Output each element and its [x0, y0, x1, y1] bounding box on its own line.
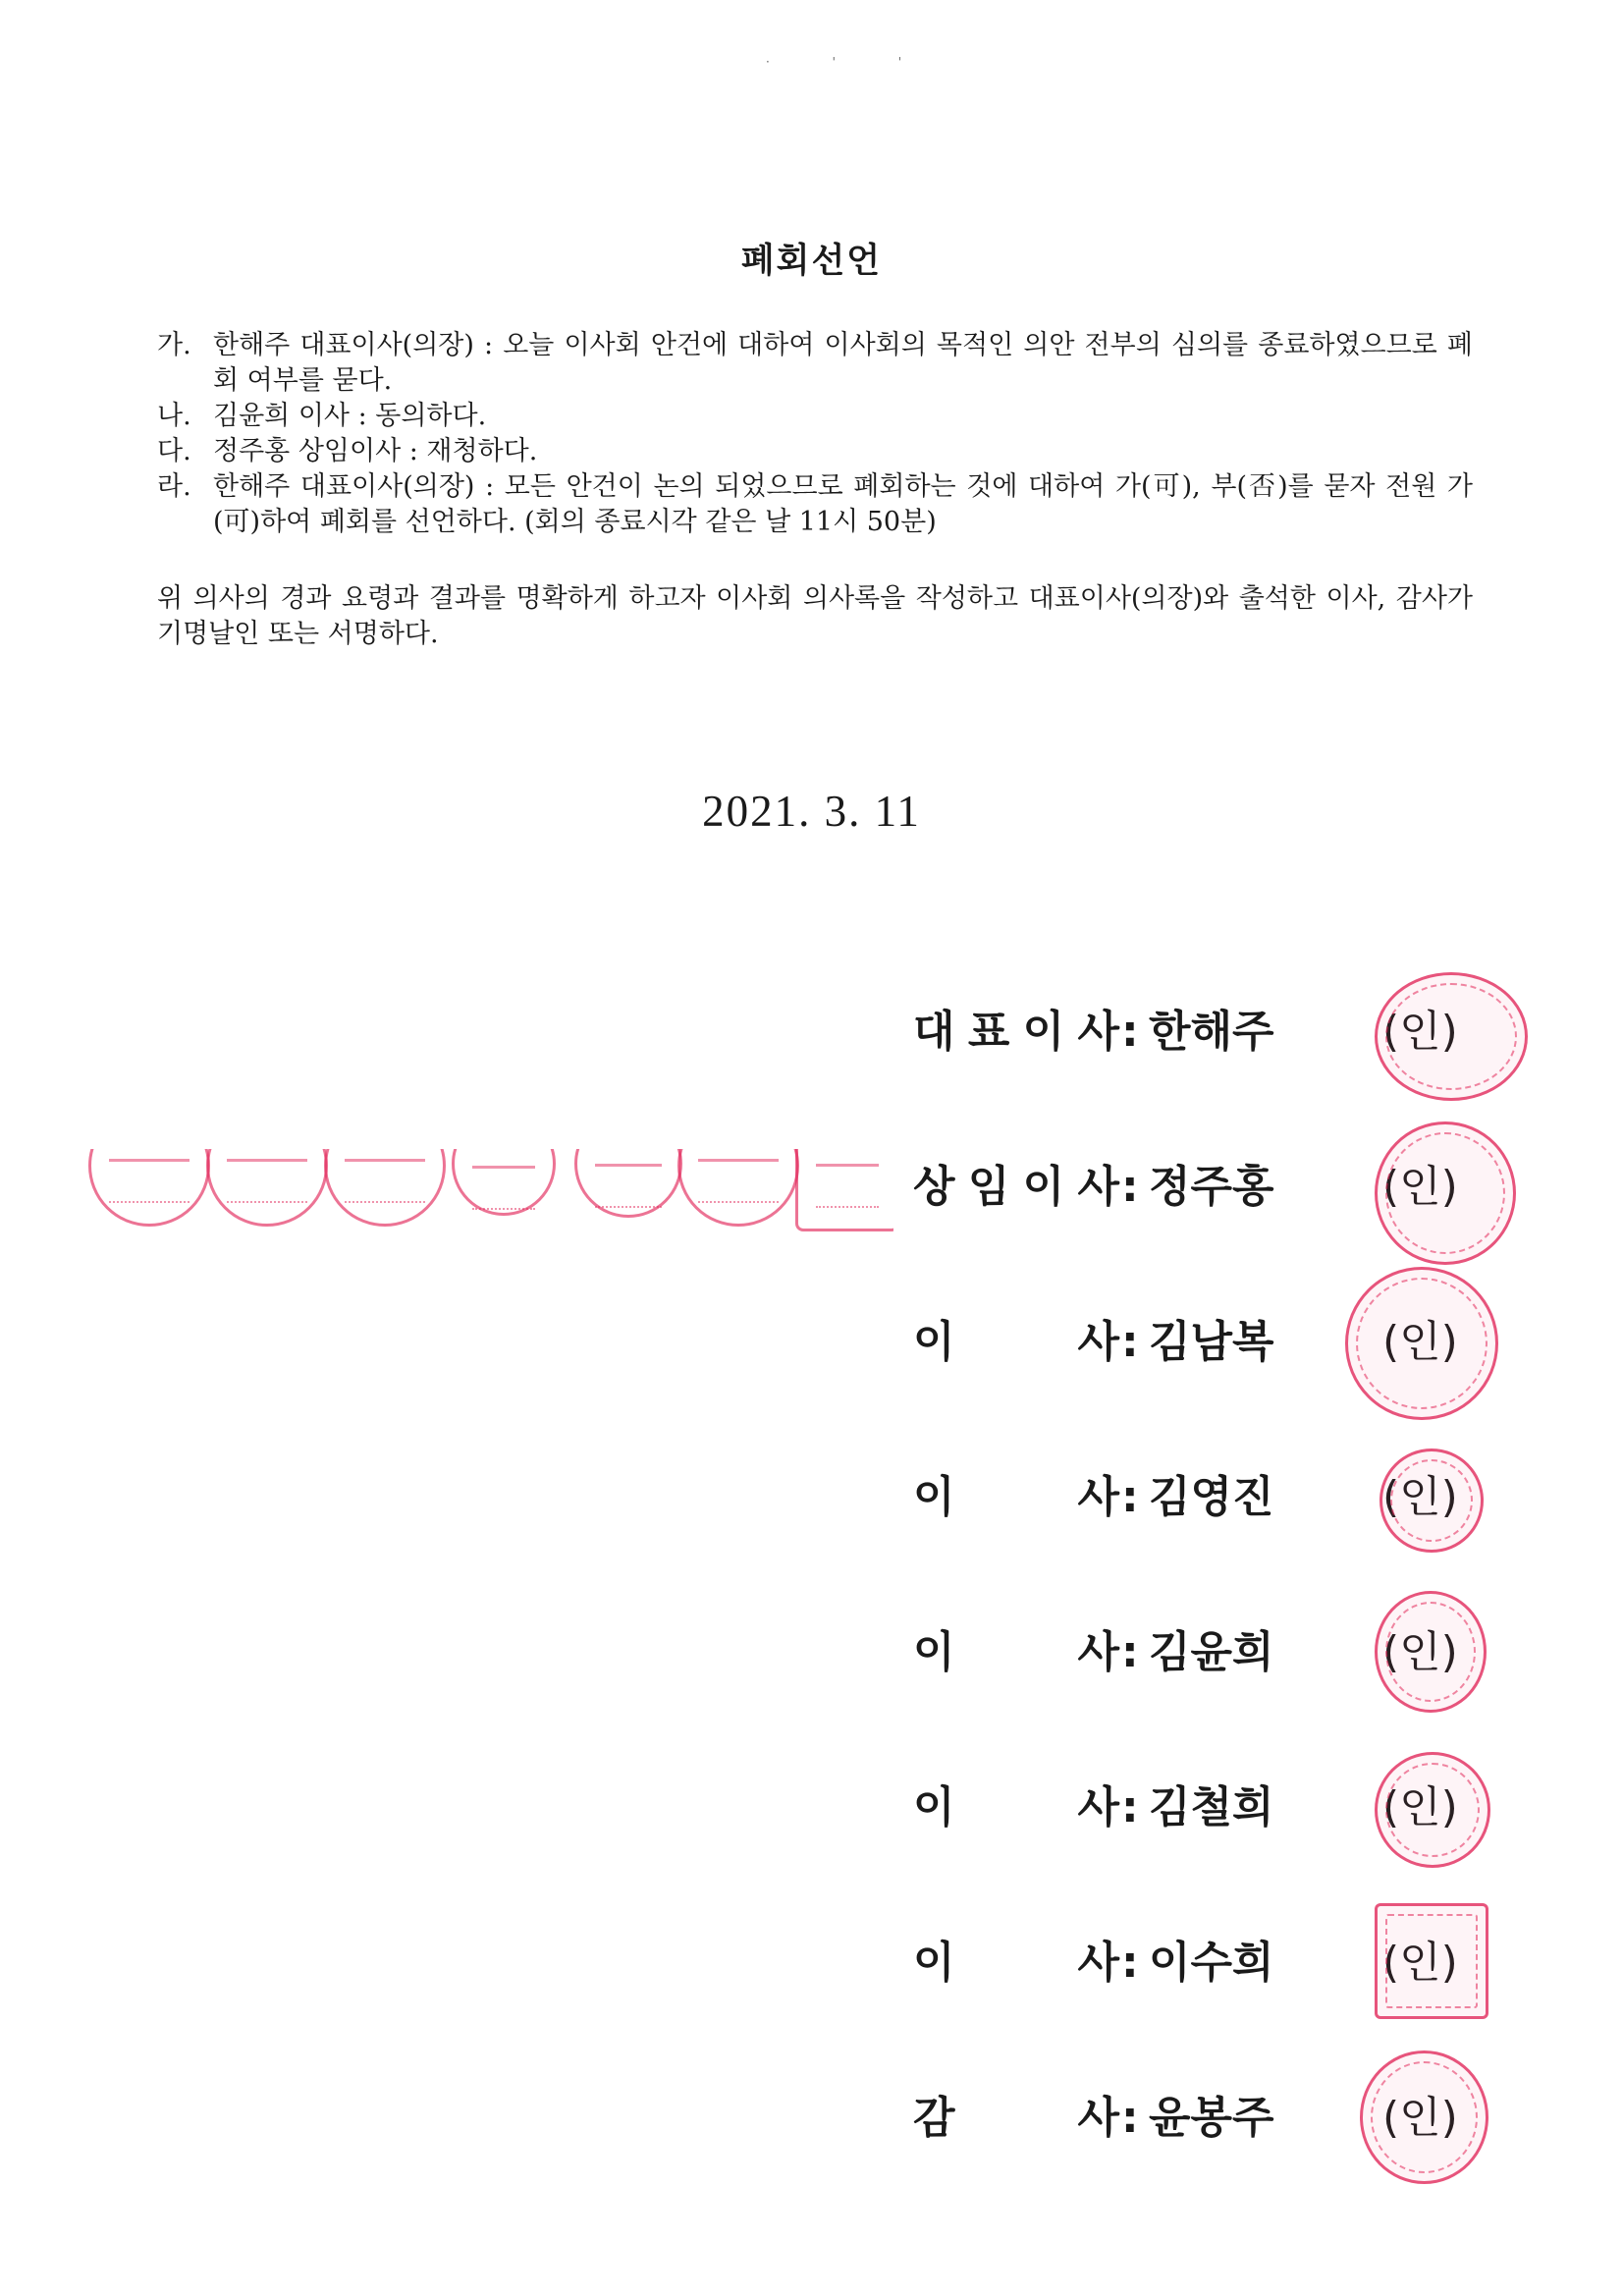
colon: :: [1121, 1472, 1139, 1522]
seal-placeholder: (인): [1382, 1472, 1458, 1522]
seal-placeholder: (인): [1382, 1627, 1458, 1677]
seal-stamp-icon: [1375, 1752, 1490, 1868]
item-text: 한해주 대표이사(의장) : 모든 안건이 논의 되었으므로 폐회하는 것에 대하여 가(可), 부(否)를 묻자 전원 가(可)하여 폐회를 선언하다. (회의 종료시각 같은 날 11시 50분): [213, 471, 1473, 537]
signer-role: 감 사: [913, 2093, 1119, 2143]
seal-stamp-icon: [1375, 1591, 1487, 1713]
seal-stamp-icon: [1345, 1267, 1498, 1420]
colon: :: [1121, 1627, 1139, 1677]
seal-stamp-icon: [1380, 1449, 1484, 1553]
item-label: 다.: [157, 436, 191, 466]
signer-name: 김 남 복: [1149, 1317, 1274, 1367]
conclusion-paragraph: 위 의사의 경과 요령과 결과를 명확하게 하고자 이사회 의사록을 작성하고 대표이사(의장)와 출석한 이사, 감사가 기명날인 또는 서명하다.: [157, 583, 1473, 649]
signer-name: 정 주 홍: [1149, 1162, 1274, 1212]
colon: :: [1121, 1317, 1139, 1367]
colon: :: [1121, 1162, 1139, 1212]
signer-role: 이 사: [913, 1317, 1119, 1367]
item-text: 정주홍 상임이사 : 재청하다.: [213, 436, 538, 466]
scan-marks: · ' ': [766, 55, 932, 69]
signer-name: 한 해 주: [1149, 1007, 1274, 1057]
signer-name: 김 영 진: [1149, 1472, 1274, 1522]
meeting-date: 2021. 3. 11: [702, 787, 921, 836]
signer-role: 이 사: [913, 1938, 1119, 1988]
seal-placeholder: (인): [1382, 1782, 1458, 1832]
colon: :: [1121, 1782, 1139, 1832]
seal-placeholder: (인): [1382, 1162, 1458, 1212]
seal-stamp-icon: [1375, 1121, 1516, 1265]
signer-role: 상 임 이 사: [913, 1162, 1119, 1212]
signer-role: 이 사: [913, 1472, 1119, 1522]
seal-placeholder: (인): [1382, 1938, 1458, 1988]
item-text: 한해주 대표이사(의장) : 오늘 이사회 안건에 대하여 이사회의 목적인 의안 전부의 심의를 종료하였으므로 폐회 여부를 묻다.: [213, 330, 1473, 396]
section-title: 폐회선언: [740, 241, 883, 281]
item-text: 김윤희 이사 : 동의하다.: [213, 401, 487, 431]
seal-placeholder: (인): [1382, 1007, 1458, 1057]
signer-role: 이 사: [913, 1627, 1119, 1677]
colon: :: [1121, 1938, 1139, 1988]
colon: :: [1121, 1007, 1139, 1057]
seal-placeholder: (인): [1382, 2093, 1458, 2143]
seal-stamp-icon: [1375, 972, 1528, 1101]
item-label: 라.: [157, 471, 191, 502]
seal-placeholder: (인): [1382, 1317, 1458, 1367]
colon: :: [1121, 2093, 1139, 2143]
signer-name: 이 수 희: [1149, 1938, 1274, 1988]
signer-role: 이 사: [913, 1782, 1119, 1832]
item-label: 나.: [157, 401, 191, 431]
signer-name: 김 철 희: [1149, 1782, 1274, 1832]
signer-name: 김 윤 희: [1149, 1627, 1274, 1677]
square-seal-stamp-icon: [1375, 1903, 1488, 2019]
signer-role: 대 표 이 사: [913, 1007, 1119, 1057]
item-label: 가.: [157, 330, 191, 360]
signer-name: 윤 봉 주: [1149, 2093, 1274, 2143]
seal-stamp-icon: [1360, 2050, 1488, 2184]
